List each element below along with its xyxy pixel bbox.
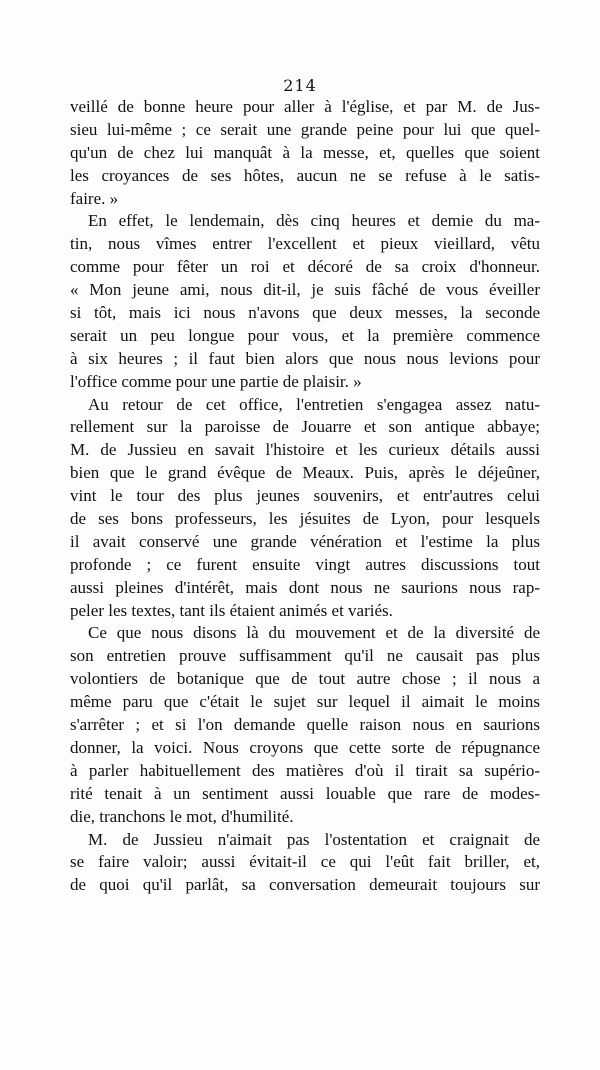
text-line: die, tranchons le mot, d'humilité. [70,806,294,826]
text-line: rellement sur la paroisse de Jouarre et son antique abbaye; [70,417,540,437]
paragraph-start-line: Au retour de cet office, l'entretien s'engagea assez natu- [88,394,540,414]
text-line: qu'un de chez lui manquât à la messe, et, quelles que soient [70,142,540,162]
text-line: les croyances de ses hôtes, aucun ne se refuse à le satis- [70,165,540,185]
text-line: il avait conservé une grande vénération et l'estime la plus [70,531,540,551]
text-line: vint le tour des plus jeunes souvenirs, et entr'autres celui [70,486,540,506]
text-line: faire. » [70,188,119,208]
text-line: même paru que c'était le sujet sur lequel il aimait le moins [70,692,540,712]
text-line: rité tenait à un sentiment aussi louable que rare de modes- [70,783,540,803]
text-line: se faire valoir; aussi évitait-il ce qui l'eût fait briller, et, [70,852,540,872]
text-line: peler les textes, tant ils étaient animés et variés. [70,600,393,620]
text-line: veillé de bonne heure pour aller à l'église, et par M. de Jus- [70,97,540,116]
text-line: à parler habituellement des matières d'où il tirait sa supério- [70,760,540,780]
text-line: M. de Jussieu en savait l'histoire et les curieux détails aussi [70,440,540,460]
text-line: serait un peu longue pour vous, et la première commence [70,325,540,345]
text-line: de quoi qu'il parlât, sa conversation demeurait toujours sur [70,875,540,895]
text-line: à six heures ; il faut bien alors que nous nous levions pour [70,348,540,368]
text-line: donner, la voici. Nous croyons que cette sorte de répugnance [70,737,540,757]
text-line: bien que le grand évêque de Meaux. Puis, après le déjeûner, [70,463,540,483]
text-line: l'office comme pour une partie de plaisir. » [70,371,362,391]
body-text [70,96,540,897]
page-number: 214 [283,76,317,95]
text-line: de ses bons professeurs, les jésuites de Lyon, pour lesquels [70,509,540,529]
paragraph-start-line: M. de Jussieu n'aimait pas l'ostentation et craignait de [88,829,540,849]
text-line: « Mon jeune ami, nous dit-il, je suis fâché de vous éveiller [70,280,540,300]
text-line: comme pour fêter un roi et décoré de sa croix d'honneur. [70,257,540,277]
text-line: si tôt, mais ici nous n'avons que deux messes, la seconde [70,303,540,323]
text-line: s'arrêter ; et si l'on demande quelle raison nous en saurions [70,715,540,735]
text-line: son entretien prouve suffisamment qu'il ne causait pas plus [70,646,540,666]
text-line: volontiers de botanique que de tout autre chose ; il nous a [70,669,540,689]
text-line: aussi pleines d'intérêt, mais dont nous ne saurions nous rap- [70,577,540,597]
text-line: tin, nous vîmes entrer l'excellent et pieux vieillard, vêtu [70,234,540,254]
paragraph-start-line: Ce que nous disons là du mouvement et de la diversité de [88,623,540,643]
text-line: sieu lui-même ; ce serait une grande peine pour lui que quel- [70,119,540,139]
paragraph-start-line: En effet, le lendemain, dès cinq heures et demie du ma- [88,211,540,231]
text-line: profonde ; ce furent ensuite vingt autres discussions tout [70,554,540,574]
